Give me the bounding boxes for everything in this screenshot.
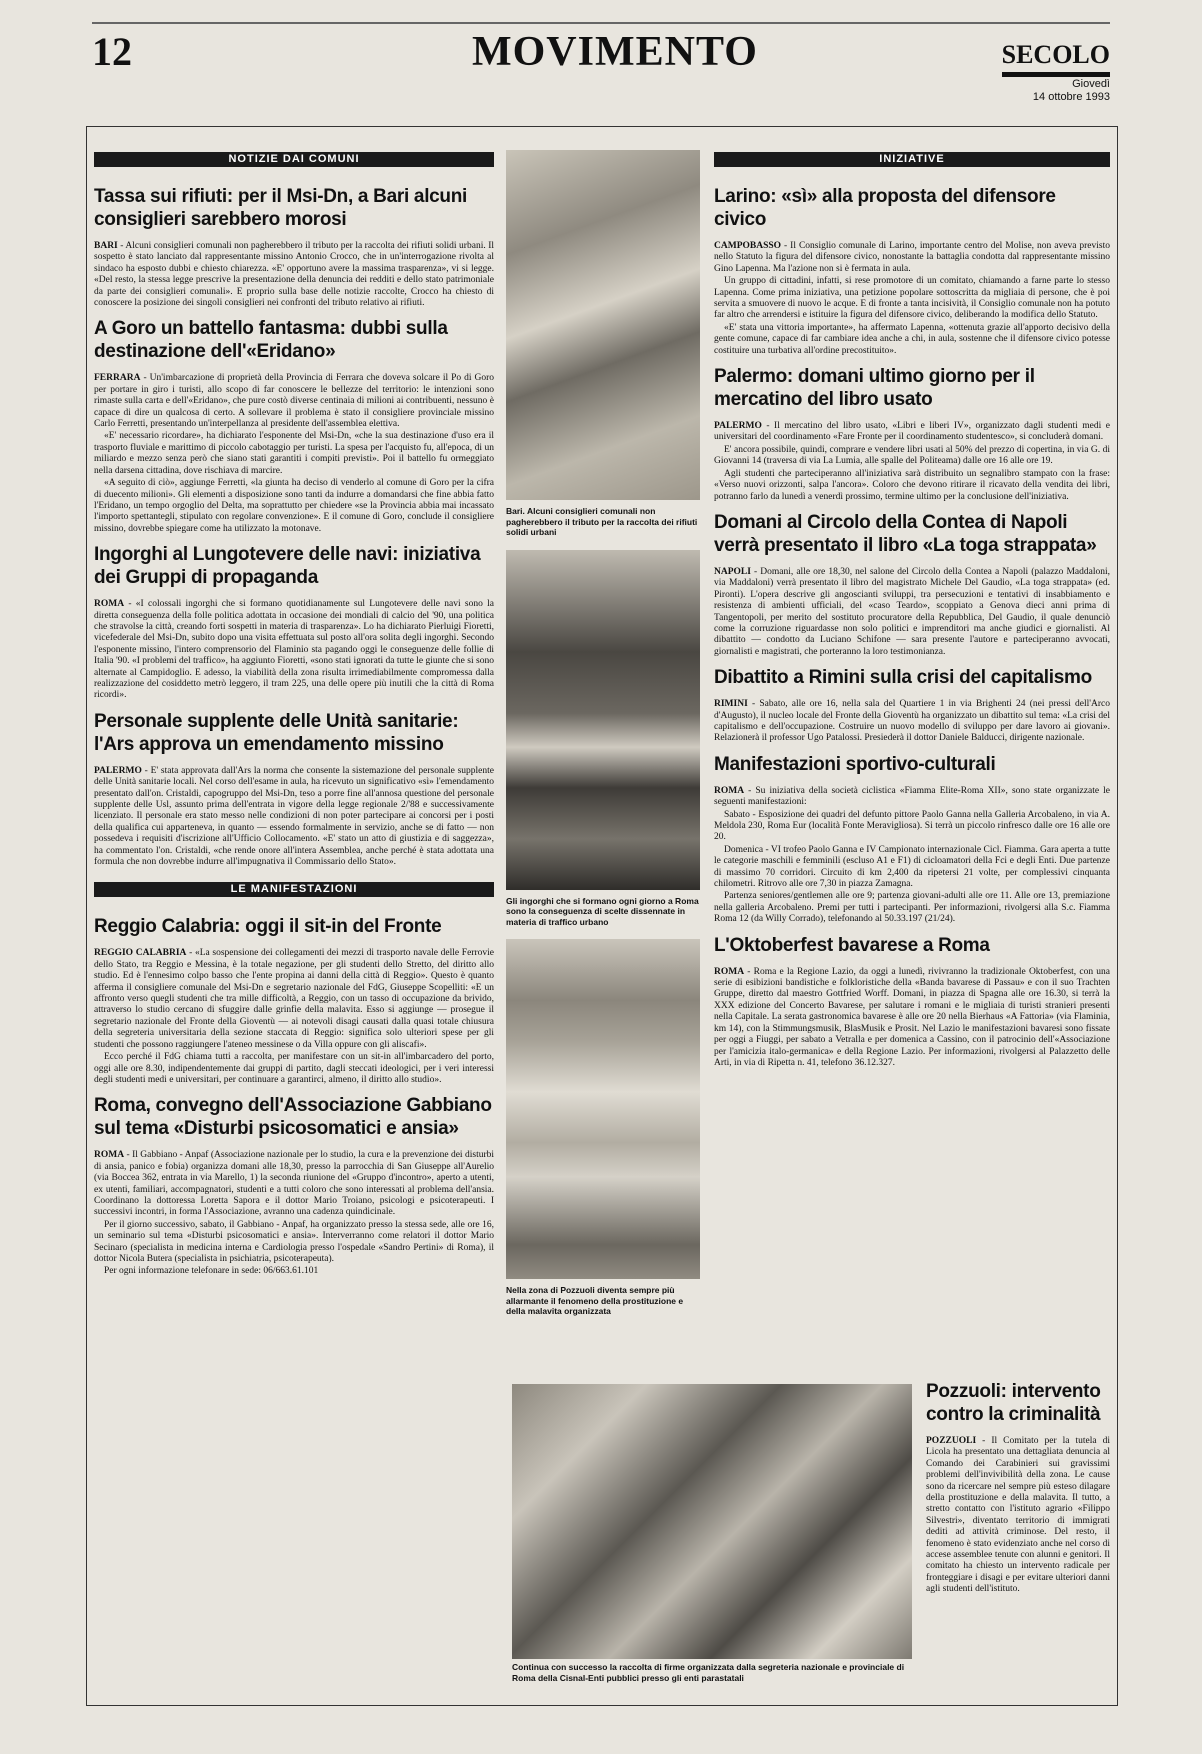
photo-traffic	[506, 550, 700, 890]
photo-caption: Gli ingorghi che si formano ogni giorno a Roma sono la conseguenza di scelte dissennate in materia di traffico urbano	[506, 895, 699, 927]
photo-caption: Continua con successo la raccolta di firme organizzata dalla segreteria nazionale e provinciale di Roma della Cisnal-Enti pubblici presso gli enti parastatali	[512, 1662, 905, 1683]
article	[714, 753, 1110, 926]
article-text: Per il giorno successivo, sabato, il Gabbiano - Anpaf, ha organizzato presso la stessa sede, alle ore 16, un seminario sul tema «Disturbi psicosomatici e ansia». Interverranno come relatori il dottor Mario Secinaro (specialista in medicina interna e Cardiologia presso l'ospedale «Sandro Pertini» di Roma), il dottor Nicola Butera (specialista in psichiatria, psicoterapeuta).	[94, 1219, 494, 1264]
article	[94, 710, 494, 869]
article-headline: Palermo: domani ultimo giorno per il mercatino del libro usato	[714, 366, 1035, 411]
article-text: Domenica - VI trofeo Paolo Ganna e IV Campionato internazionale Cicl. Fiamma. Gara aperta a tutte le categorie maschili e femminili (escluso A1 e F1) di cicloamatori della Fci e degli Enti. Due partenze di massimo 70 corridori. Circuito di km 2,400 da ripetersi 21 volte, per complessivi cinquanta chilometri. Ritrovo alle ore 7,30 in piazza Zamagna.	[714, 844, 1110, 890]
article-headline: A Goro un battello fantasma: dubbi sulla destinazione dell'«Eridano»	[94, 318, 448, 363]
photo-bari	[506, 150, 700, 500]
photo-pozzuoli	[506, 939, 700, 1279]
dateline-place: PALERMO	[714, 421, 762, 432]
article	[94, 1094, 494, 1277]
article-text: - Il Gabbiano - Anpaf (Associazione nazionale per lo studio, la cura e la prevenzione dei disturbi di ansia, panico e fobia) organizza domani alle 18,30, presso la parrocchia di San Giuseppe all'Aurelio (via Boccea 362, entrata in via Marello, 1) la seconda riunione del «Gruppo d'incontro», aperto a utenti, ex utenti, familiari, accompagnatori, studenti e a tutti coloro che sono interessati al problema dell'ansia. Coordinano la dottoressa Loretta Sapora e il dottor Mario Troiano, psicologi e psicoterapeuti. I successivi incontri, in forma l'Associazione, avranno una cadenza quindicinale.	[94, 1150, 494, 1218]
article-text: - Alcuni consiglieri comunali non pagherebbero il tributo per la raccolta dei rifiuti solidi urbani. Il sospetto è stato lanciato dal rappresentante missino Antonio Crocco, che in un'interrogazione rivolta al sindaco ha esposto dubbi e chiesto chiarezza. «E' opportuno avere la massima trasparenza», vi si legge. «Del resto, la stessa legge prescrive la presentazione della denuncia dei redditi e dello stato patrimoniale da parte dei consiglieri comunali». E proprio sulla base delle notizie raccolte, Crocco ha chiesto di conoscere la posizione dei singoli consiglieri nei confronti del tributo relativo ai rifiuti.	[94, 241, 494, 309]
article	[714, 365, 1110, 503]
dateline-place: RIMINI	[714, 699, 748, 710]
article-text: - Il Comitato per la tutela di Licola ha presentato una dettagliata denuncia al Comando dei Carabinieri sui gravissimi problemi dell'invivibilità della zona. Le cause sono da ricercare nel sempre più esteso dilagare della prostituzione e della malavita. Il tutto, a stretto contatto con l'istituto agrario «Filippo Silvestri», diventato territorio di immigrati dediti ad attività criminose. Del resto, il fenomeno è stato evidenziato anche nel corso di accese assemblee tenute con alunni e genitori. Il comitato ha chiesto un intervento radicale per fronteggiare i disagi e per evitare ulteriori danni agli studenti dell'istituto.	[926, 1436, 1111, 1595]
article	[94, 915, 494, 1086]
article-text: E' ancora possibile, quindi, comprare e vendere libri usati al 50% del prezzo di copertina, in via G. di Giovanni 14 (traversa di via La Lumia, alle spalle del Politeama) dalle ore 16 alle ore 19.	[714, 444, 1110, 467]
dateline-place: POZZUOLI	[926, 1436, 977, 1446]
article-text: «A seguito di ciò», aggiunge Ferretti, «la giunta ha deciso di venderlo al comune di Goro per la cifra di duecento milioni». Gli elementi a disposizione sono tanti da indurre a domandarsi che fine abbia fatto l'Eridano, un tempo orgoglio del Delta, ma soprattutto per chiedere «se la Provincia abbia mai incassato l'importo spettantegli, stipulato con regolare convenzione». E il comune di Goro, conclude il consigliere missino, dovrebbe spiegare come ha utilizzato la motonave.	[94, 478, 494, 534]
section-banner: NOTIZIE DAI COMUNI	[94, 152, 494, 167]
dateline-place: ROMA	[94, 1150, 125, 1161]
article	[94, 543, 494, 702]
article-headline: Reggio Calabria: oggi il sit-in del Fronte	[94, 916, 442, 938]
article-text: «E' necessario ricordare», ha dichiarato l'esponente del Msi-Dn, «che la sua destinazione d'uso era il trasporto fluviale e marittimo di piccolo cabotaggio per turisti. La spesa per l'acquisto fu, all'epoca, di un miliardo e mezzo senza però che siano stati garantiti i compiti previsti». Poi il battello fu ormeggiato nella darsena cittadina, dove rischiava di marcire.	[94, 431, 494, 476]
article-headline: Larino: «sì» alla proposta del difensore civico	[714, 186, 1056, 230]
article-headline: Dibattito a Rimini sulla crisi del capitalismo	[714, 667, 1092, 689]
column-right	[714, 150, 1110, 1370]
photo-caption: Nella zona di Pozzuoli diventa sempre più allarmante il fenomeno della prostituzione e della malavita organizzata	[506, 1285, 684, 1316]
dateline-place: ROMA	[94, 599, 125, 610]
article-headline: Ingorghi al Lungotevere delle navi: iniziativa dei Gruppi di propaganda	[94, 544, 481, 589]
column-left	[94, 150, 494, 1279]
article	[714, 666, 1110, 745]
article-text: - E' stata approvata dall'Ars la norma che consente la sistemazione del personale supplente delle Unità sanitarie locali. Nel corso dell'esame in aula, ha ricevuto un significativo «sì» l'emendamento presentato dall'on. Cristaldi, capogruppo del Msi-Dn, teso a porre fine all'annosa questione del personale supplente delle Usl, assunto prima dell'entrata in vigore della legge regionale 2/'88 e successivamente licenziato. Il personale era stato messo nelle condizioni di non poter partecipare ai concorsi per i posti della qualifica cui apparteneva, in quanto — essendo formalmente in servizio, anche se di fatto — non possedeva i requisiti d'iscrizione all'Ufficio Collocamento. «E' stato un atto di giustizia e di saggezza», ha commentato l'on. Cristaldi, «che rende onore all'intera Assemblea, anche perché è stata adottata una formula che non dovrebbe indurre all'impugnativa il Commissario dello Stato».	[94, 765, 494, 868]
dateline-place: PALERMO	[94, 765, 142, 776]
article-text: Sabato - Esposizione dei quadri del defunto pittore Paolo Ganna nella Galleria Arcobaleno, in via A. Meldola 230, Roma Eur (località Fonte Meravigliosa). Si terrà un piccolo rinfresco dalle ore 16 alle ore 20.	[714, 809, 1110, 843]
article-text: Per ogni informazione telefonare in sede: 06/663.61.101	[104, 1266, 319, 1277]
article-headline: Roma, convegno dell'Associazione Gabbiano sul tema «Disturbi psicosomatici e ansia»	[94, 1095, 492, 1140]
article-headline: Tassa sui rifiuti: per il Msi-Dn, a Bari alcuni consiglieri sarebbero morosi	[94, 186, 468, 230]
article-text: «E' stata una vittoria importante», ha affermato Lapenna, «ottenuta grazie all'apporto decisivo della gente comune, capace di far cambiare idea anche a chi, in aula, sostenne che il difensore civico potesse costituire una turbativa all'ordine precostituito».	[714, 322, 1110, 356]
article	[714, 511, 1110, 658]
article-headline: Pozzuoli: intervento contro la criminalità	[926, 1381, 1101, 1425]
newspaper-logo: SECOLO	[1002, 40, 1110, 77]
dateline-place: CAMPOBASSO	[714, 241, 782, 251]
dateline-place: NAPOLI	[714, 566, 751, 577]
dateline	[1033, 78, 1110, 104]
dateline-place: BARI	[94, 241, 118, 251]
article-text: - Il Consiglio comunale di Larino, importante centro del Molise, non aveva previsto nello Statuto la figura del difensore civico, nonostante la battaglia condotta dal rappresentante missino Gino Lapenna. Ma l'azione non si è fermata in aula.	[714, 241, 1110, 274]
article-text: - Sabato, alle ore 16, nella sala del Quartiere 1 in via Brighenti 24 (nei pressi dell'Arco d'Augusto), il nucleo locale del Fronte della Gioventù ha organizzato un dibattito sul tema: «La crisi del capitalismo e dell'occupazione. Costruire un nuovo modello di sviluppo per dare lavoro ai giovani». Relazionerà il professor Ugo Patalossi. Presiederà il dottor Daniele Balducci, dirigente nazionale.	[714, 699, 1110, 744]
date: 14 ottobre 1993	[1032, 91, 1110, 103]
article-text: - Domani, alle ore 18,30, nel salone del Circolo della Contea a Napoli (palazzo Maddaloni, via Maddaloni) verrà presentato il libro del magistrato Michele Del Gaudio, «La toga strappata» (ed. Pironti). L'opera descrive gli angoscianti sviluppi, tra persecuzioni e tentativi di insabbiamento e resistenza di ambienti ufficiali, del «caso Teardo», scoppiato a Genova dieci anni prima di Tangentopoli, per merito del sostituto procuratore della Repubblica, Del Gaudio, il quale denunciò come la corruzione riguardasse non solo politici e imprenditori ma anche giudici e giornalisti. Al dibattito — condotto da Luciano Schifone — sara presente l'autore e parteciperanno avvocati, giornalisti e magistrati, che porteranno la loro testimonianza.	[714, 566, 1110, 657]
article-text: - Roma e la Regione Lazio, da oggi a lunedì, rivivranno la tradizionale Oktoberfest, con una serie di esibizioni bandistiche e folkloristiche della «Banda bavarese di Passau» e con il suo Trachten Gruppe, diretto dal maestro Gottfried Worff. Domani, in piazza di Spagna alle ore 16.30, si terrà la XXX edizione del Concerto Bavarese, per salutare i romani e le migliaia di turisti stranieri presenti nella Capitale. La serata gastronomica bavarese è alle ore 20 nella Bierhaus «A Fattoria» (via Flaminia, km 14), con la Stimmungsmusik, BlasMusik e Prosit. Nel Lazio le manifestazioni bavaresi sono fissate per oggi a Fiuggi, per sabato a Vetralla e per domenica a Cassino, con il patrocinio dell'«Associazione per l'amicizia italo-germanica» e della Regione Lazio. Per informazioni, rivolgersi al Palazzetto delle Arti, in via di Ripetta n. 41, telefono 36.12.327.	[714, 966, 1110, 1068]
article	[714, 934, 1110, 1070]
dateline-place: ROMA	[714, 785, 745, 796]
article-headline: L'Oktoberfest bavarese a Roma	[714, 934, 990, 956]
article-headline: Domani al Circolo della Contea di Napoli verrà presentato il libro «La toga strappata»	[714, 511, 1097, 556]
article-text: Partenza seniores/gentlemen alle ore 9; partenza giovani-adulti alle ore 11. Alle ore 13, premiazione nella galleria Arcobaleno. Premi per tutti i partecipanti. Per informazioni, rivolgersi alla S.c. Fiamma Roma 12 (da Willy Corrado), telefonando al 50.33.197 (21/24).	[714, 891, 1110, 925]
article-text: Un gruppo di cittadini, infatti, si rese promotore di un comitato, chiamando a farne parte lo stesso Lapenna. Come prima iniziativa, una petizione popolare sottoscritta da migliaia di persone, che è poi servita a smuovere di nuovo le acque. E di fronte a tanta incisività, il Consiglio comunale non ha potuto far altro che arrendersi e istituire la figura del difensore civico, deliberando la modifica dello Statuto.	[714, 276, 1110, 321]
article-pozzuoli	[926, 1380, 1110, 1596]
article-text: Agli studenti che parteciperanno all'iniziativa sarà distribuito un segnalibro stampato con la frase: «Verso nuovi orizzonti, salpa l'ancora». Coloro che devono ritirare il ricavato della vendita dei libri, potranno farlo da lunedì a venerdì prossimo, termine ultimo per la conclusione dell'iniziativa.	[714, 468, 1110, 502]
article	[714, 185, 1110, 357]
article-headline: Manifestazioni sportivo-culturali	[714, 753, 996, 775]
dateline-place: REGGIO CALABRIA	[94, 948, 187, 959]
article-text: - Un'imbarcazione di proprietà della Provincia di Ferrara che doveva solcare il Po di Goro per portare in giro i turisti, allo scopo di far conoscere le bellezze del territorio: le intenzioni sono rimaste sulla carta e dell'«Eridano», che pure costò diverse centinaia di milioni ai contribuenti, nessuno è capace di dire un qualcosa di certo. A sollevare il problema è stato il consigliere provinciale missino Carlo Ferretti, presentando un'interpellanza al presidente dell'assemblea elettiva.	[94, 373, 494, 430]
masthead	[92, 28, 1110, 108]
article-text: - Su iniziativa della società ciclistica «Fiamma Elite-Roma XII», sono state organizzate le seguenti manifestazioni:	[714, 785, 1110, 808]
column-photos	[506, 150, 700, 1329]
section-title: MOVIMENTO	[472, 29, 758, 75]
article-text: - Il mercatino del libro usato, «Libri e liberi IV», organizzato dagli studenti medi e universitari del coordinamento «Fare Fronte per il coordinamento studentesco», si concluderà domani.	[714, 421, 1110, 443]
article-text: - «La sospensione dei collegamenti dei mezzi di trasporto navale delle Ferrovie dello Stato, tra Reggio e Messina, è la totale negazione, per gli studenti dello Stretto, del diritto allo studio. Ed è l'ennesimo colpo basso che l'ente propina ai danni della città di Reggio». Questo è quanto afferma il consigliere comunale del Msi-Dn e segretario nazionale del FdG, Giuseppe Scopelliti: «E un affronto verso quegli studenti che tra mille difficoltà, a Reggio, con un tasso di occupazione da brivido, attraverso lo studio cercano di sfuggire dalle grinfie della malavita. Esso si aggiunge — prosegue il segretario nazionale del Fronte della Gioventù — ai notevoli disagi causati dalla quasi totale chiusura della segreteria universitaria della sezione staccata di Reggio: significa solo ulteriori spese per gli studenti che possono raggiungere l'ateneo messinese o da Villa oppure con gli aliscafi».	[94, 948, 494, 1050]
section-banner: LE MANIFESTAZIONI	[94, 882, 494, 897]
day: Giovedì	[1072, 78, 1110, 90]
photo-caption: Bari. Alcuni consiglieri comunali non pagherebbero il tributo per la raccolta dei rifiuti solidi urbani	[506, 506, 698, 537]
article-text: Ecco perché il FdG chiama tutti a raccolta, per manifestare con un sit-in all'imbarcadero del porto, oggi alle ore 8.30, indipendentemente dai gruppi di partito, dagli steccati ideologici, per i veri interessi degli studenti medi e universitari, per continuare a garantirci, almeno, il diritto allo studio».	[94, 1052, 494, 1085]
dateline-place: ROMA	[714, 966, 745, 977]
page-number: 12	[92, 29, 132, 74]
article-text: - «I colossali ingorghi che si formano quotidianamente sul Lungotevere delle navi sono la diretta conseguenza della folle politica adottata in occasione dei mondiali di calcio del '90, una politica che stravolse la città, creando forti sospetti in materia di trasparenza». Lo ha dichiarato Pierluigi Fioretti, vicefederale del Msi-Dn, subito dopo una visita effettuata sul posto all'ora solita degli ingorghi. Secondo l'esponente missino, l'intero comprensorio del Flaminio sta pagando oggi le conseguenze delle follie di Italia '90. «I problemi del traffico», ha aggiunto Fioretti, «sono stati ignorati da tutte le giunte che si sono alternate al Campidoglio. E adesso, la viabilità della zona risulta irrimediabilmente compromessa dalla realizzazione del cosiddetto metrò leggero, il tram 225, una delle opere più inutili che la città di Roma ricordi».	[94, 599, 494, 701]
article	[94, 185, 494, 309]
article-headline: Personale supplente delle Unità sanitarie: l'Ars approva un emendamento missino	[94, 710, 459, 755]
top-rule	[92, 22, 1110, 24]
section-banner: INIZIATIVE	[714, 152, 1110, 167]
photo-petition	[512, 1384, 912, 1659]
article	[94, 317, 494, 535]
dateline-place: FERRARA	[94, 373, 141, 384]
